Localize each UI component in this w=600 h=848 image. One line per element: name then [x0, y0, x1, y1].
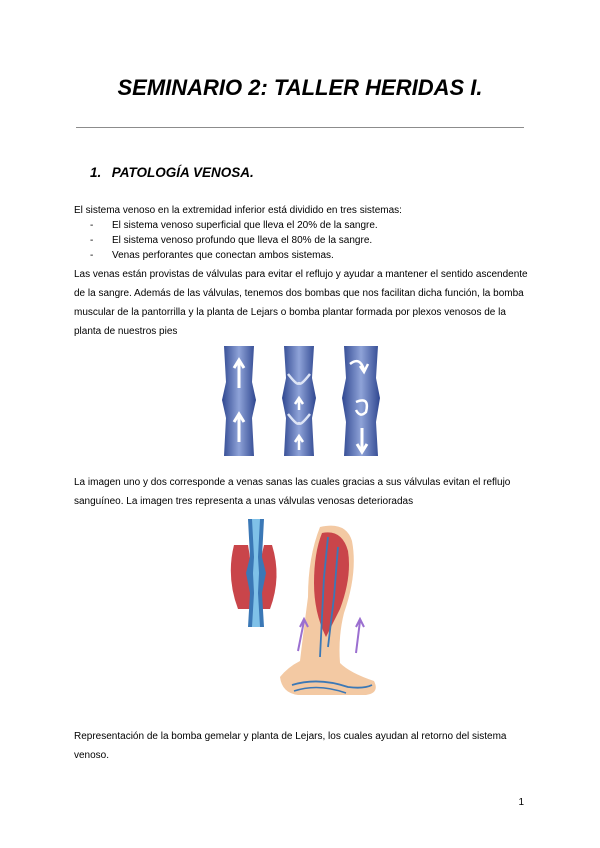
intro-paragraph: El sistema venoso en la extremidad inferior está dividido en tres sistemas:: [74, 205, 402, 216]
bullet-marker: -: [90, 250, 94, 261]
figure2-caption: Representación de la bomba gemelar y planta de Lejars, los cuales ayudan al retorno del sistema venoso.: [74, 731, 507, 761]
muscle-pump-detail: [231, 519, 277, 627]
venous-systems-list: [90, 218, 378, 263]
bullet-marker: -: [90, 235, 94, 246]
section-number: 1.: [90, 165, 102, 180]
list-item: [90, 248, 378, 263]
bullet-marker: -: [90, 220, 94, 231]
list-item: [90, 233, 378, 248]
title-divider: [76, 127, 524, 128]
leg-and-foot: [280, 526, 376, 695]
vein-valves-illustration: [210, 342, 390, 460]
list-item-text: El sistema venoso profundo que lleva el 80% de la sangre.: [112, 235, 373, 246]
section-title: PATOLOGÍA VENOSA.: [111, 165, 254, 180]
list-item-text: El sistema venoso superficial que lleva el 20% de la sangre.: [112, 220, 378, 231]
vein-segment-1: [222, 346, 256, 456]
vein-segment-2: [282, 346, 316, 456]
page-title: SEMINARIO 2: TALLER HERIDAS I.: [117, 75, 483, 100]
page-number: 1: [518, 797, 524, 808]
section-heading: [90, 165, 254, 180]
figure1-caption: La imagen uno y dos corresponde a venas sanas las cuales gracias a sus válvulas evitan el reflujo sanguíneo. La imagen tres representa a unas válvulas venosas deterioradas: [74, 477, 511, 507]
list-item: [90, 218, 378, 233]
vein-segment-3: [342, 346, 380, 456]
valves-paragraph: Las venas están provistas de válvulas para evitar el reflujo y ayudar a mantener el sentido ascendente de la sangre. Además de las válvulas, tenemos dos bombas que nos facilitan dicha función, la bomba muscular de la pantorrilla y la planta de Lejars o bomba plantar formada por plexos venosos de la planta de nuestros pies: [74, 269, 528, 337]
calf-pump-illustration: [228, 517, 380, 699]
list-item-text: Venas perforantes que conectan ambos sistemas.: [112, 250, 334, 261]
